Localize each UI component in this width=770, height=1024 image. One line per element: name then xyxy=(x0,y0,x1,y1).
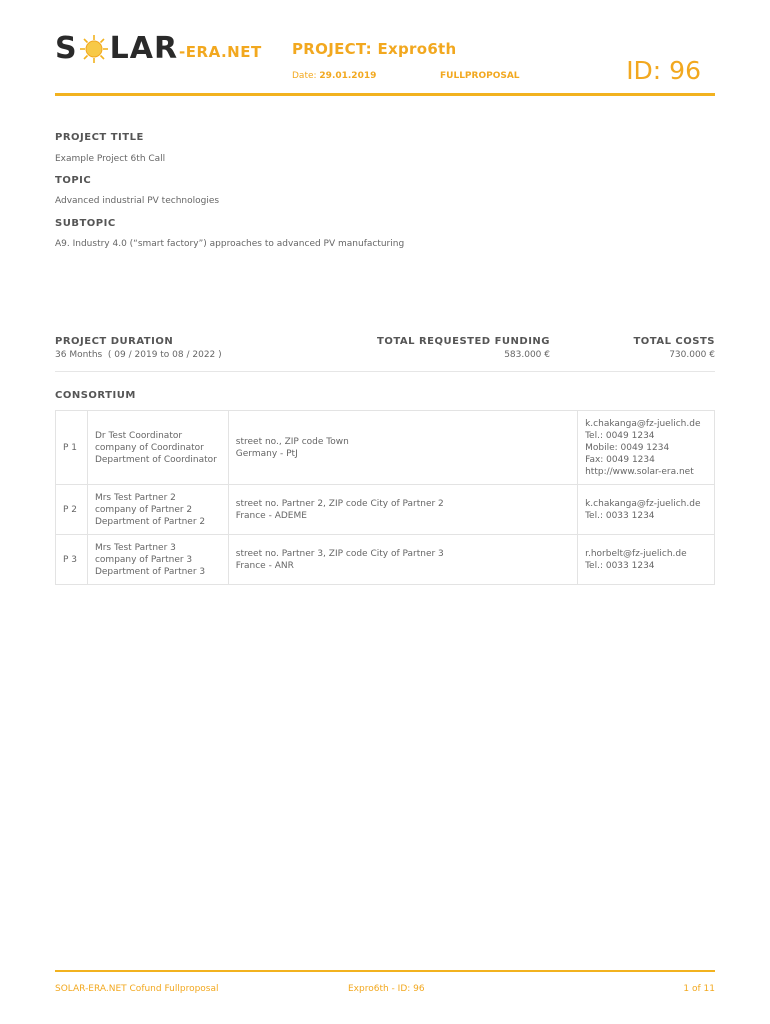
project-title-label: PROJECT TITLE xyxy=(55,132,144,143)
partner-company: company of Partner 2 xyxy=(94,504,193,515)
date-label: Date: xyxy=(292,71,317,81)
partner-id: P 1 xyxy=(56,411,88,485)
partner-address-cell xyxy=(228,411,577,485)
partner-country-agency: Germany - PtJ xyxy=(235,448,298,459)
table-row xyxy=(56,485,715,535)
partner-address-cell xyxy=(228,485,577,535)
logo-suffix: -ERA.NET xyxy=(179,43,262,61)
logo-wordmark xyxy=(55,32,178,66)
topic-value: Advanced industrial PV technologies xyxy=(55,196,220,206)
logo-text-lar: LAR xyxy=(109,31,179,66)
partner-department: Department of Coordinator xyxy=(94,454,217,465)
partner-street: street no. Partner 2, ZIP code City of Partner 2 xyxy=(235,498,444,509)
partner-name-cell xyxy=(87,535,228,585)
partner-contact-cell xyxy=(578,411,715,485)
partner-person: Mrs Test Partner 2 xyxy=(94,492,176,503)
project-summary xyxy=(55,336,715,372)
partner-country-agency: France - ADEME xyxy=(235,510,307,521)
partner-company: company of Partner 3 xyxy=(94,554,193,565)
footer-center: Expro6th - ID: 96 xyxy=(348,984,425,994)
costs-value: 730.000 € xyxy=(669,350,715,360)
consortium-table xyxy=(55,410,715,585)
topic-label: TOPIC xyxy=(55,175,92,186)
funding-label: TOTAL REQUESTED FUNDING xyxy=(377,336,550,347)
partner-tel: Tel.: 0049 1234 xyxy=(585,430,655,441)
consortium-label: CONSORTIUM xyxy=(55,390,136,401)
partner-tel: Tel.: 0033 1234 xyxy=(585,510,655,521)
solar-era-logo xyxy=(55,26,262,66)
partner-country-agency: France - ANR xyxy=(235,560,294,571)
footer-left: SOLAR-ERA.NET Cofund Fullproposal xyxy=(55,984,219,994)
partner-person: Mrs Test Partner 3 xyxy=(94,542,176,553)
partner-website[interactable]: http://www.solar-era.net xyxy=(585,466,694,477)
logo-text-s: S xyxy=(55,31,78,66)
partner-email[interactable]: k.chakanga@fz-juelich.de xyxy=(585,498,701,509)
partner-name-cell xyxy=(87,485,228,535)
project-id: ID: 96 xyxy=(626,56,701,85)
partner-email[interactable]: r.horbelt@fz-juelich.de xyxy=(585,548,687,559)
partner-street: street no. Partner 3, ZIP code City of Partner 3 xyxy=(235,548,444,559)
subtopic-value: A9. Industry 4.0 (“smart factory”) approaches to advanced PV manufacturing xyxy=(55,239,405,249)
project-heading: PROJECT: Expro6th xyxy=(292,40,457,58)
subtopic-label: SUBTOPIC xyxy=(55,218,116,229)
partner-id: P 2 xyxy=(56,485,88,535)
partner-contact-cell xyxy=(578,535,715,585)
table-row xyxy=(56,411,715,485)
partner-mobile: Mobile: 0049 1234 xyxy=(585,442,670,453)
partner-address-cell xyxy=(228,535,577,585)
partner-email[interactable]: k.chakanga@fz-juelich.de xyxy=(585,418,701,429)
page-number: 1 of 11 xyxy=(683,984,715,994)
partner-street: street no., ZIP code Town xyxy=(235,436,349,447)
date-line xyxy=(292,71,376,81)
partner-contact-cell xyxy=(578,485,715,535)
partner-company: company of Coordinator xyxy=(94,442,204,453)
partner-tel: Tel.: 0033 1234 xyxy=(585,560,655,571)
duration-value: 36 Months ( 09 / 2019 to 08 / 2022 ) xyxy=(55,350,222,360)
partner-department: Department of Partner 2 xyxy=(94,516,206,527)
partner-person: Dr Test Coordinator xyxy=(94,430,183,441)
proposal-status: FULLPROPOSAL xyxy=(440,71,520,81)
partner-fax: Fax: 0049 1234 xyxy=(585,454,655,465)
partner-department: Department of Partner 3 xyxy=(94,566,206,577)
document-footer xyxy=(55,970,715,1000)
duration-label: PROJECT DURATION xyxy=(55,336,174,347)
partner-id: P 3 xyxy=(56,535,88,585)
partner-name-cell xyxy=(87,411,228,485)
table-row xyxy=(56,535,715,585)
document-header xyxy=(55,20,715,96)
costs-label: TOTAL COSTS xyxy=(633,336,715,347)
project-title-value: Example Project 6th Call xyxy=(55,154,166,164)
funding-value: 583.000 € xyxy=(504,350,550,360)
sun-icon xyxy=(79,34,109,64)
date-value: 29.01.2019 xyxy=(319,71,377,81)
